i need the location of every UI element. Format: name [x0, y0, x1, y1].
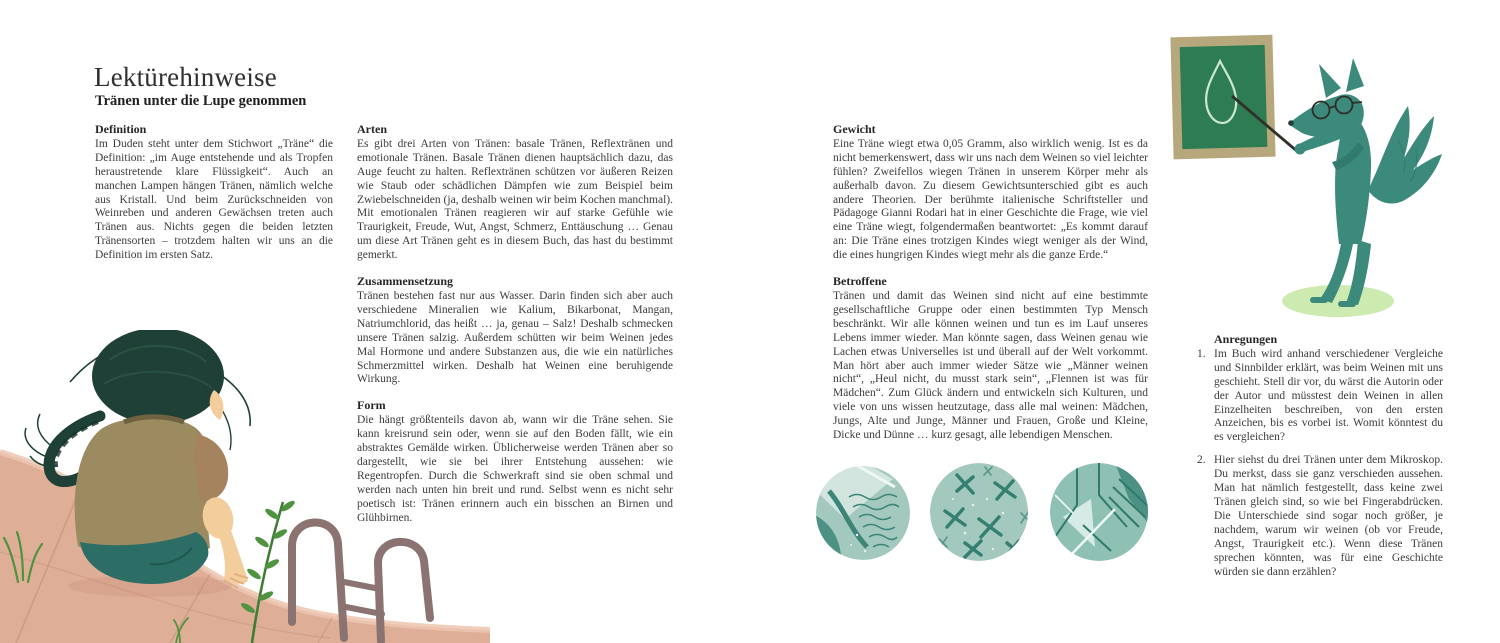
- girl-hair-bun: [92, 330, 224, 424]
- section-gewicht: [833, 123, 1148, 263]
- column-anregungen: [1197, 333, 1443, 591]
- form-heading: Form: [357, 398, 386, 413]
- tear-microscope-wavy: [815, 457, 910, 567]
- form-body: Die hängt größtenteils davon ab, wann wir die Träne sehen. Sie kann kreisrund sein oder, wenn sie auf den Boden fällt, wie ein abstraktes Gemälde wirken. Üblicherweise werden Tränen aber so dargestellt, wie sie bei ihrer Entstehung aussehen: wie Regentropfen. Durch die Schwerkraft sind sie oben schmal und werden nach unten hin breit und rund. Selbst wenn es nicht sehr poetisch ist: Tränen erinnern auch ein bisschen an Birnen und Glühbirnen.: [357, 414, 673, 524]
- item-text: Hier siehst du drei Tränen unter dem Mikroskop. Du merkst, dass sie ganz verschieden aussehen. Man hat nämlich festgestellt, dass keine zwei Tränen gleich sind, so wie bei Fingerabdrücken. Die Unterschiede sind sogar noch größer, je nachdem, warum wir weinen (ob vor Freude, Angst, Traurigkeit etc.). Wenn diese Tränen sprechen könnten, was für eine Geschichte würden sie dann erzählen?: [1214, 454, 1443, 578]
- wolf-tail: [1368, 106, 1442, 204]
- section-anregungen: [1197, 333, 1443, 579]
- girl-sleeve: [194, 434, 228, 502]
- wolf-ear: [1346, 58, 1364, 92]
- column-gewicht-betroffene: [833, 123, 1148, 455]
- gewicht-heading: Gewicht: [833, 122, 876, 136]
- item-number: 1.: [1197, 347, 1206, 360]
- item-text: Im Buch wird anhand verschiedener Vergleiche und Sinnbilder erklärt, was beim Weinen mit uns geschieht. Stell dir vor, du wärst die Autorin oder der Autor und müsstest dein Weinen in allen Einzelheiten beschreiben, von den ersten Anzeichen, bis es vorbei ist. Womit könntest du es vergleichen?: [1214, 347, 1443, 444]
- arten-body: Es gibt drei Arten von Tränen: basale Tränen, Reflextränen und emotionale Tränen. Basale Tränen dienen hauptsächlich dazu, das Auge feucht zu halten. Reflextränen schützen vor äußeren Reizen wie Staub oder schädlichen Dämpfen wie zum Beispiel beim Zwiebelschneiden (ja, deshalb weinen wir beim Kochen manchmal). Mit emotionalen Tränen reagieren wir auf starke Gefühle wie Traurigkeit, Freude, Wut, Angst, Schmerz, Enttäuschung … Genau um diese Art Tränen geht es in diesem Buch, das hast du bestimmt gemerkt.: [357, 137, 673, 262]
- tear-microscope-stars: [930, 463, 1029, 561]
- section-betroffene: [833, 275, 1148, 443]
- zusammensetzung-body: Tränen bestehen fast nur aus Wasser. Darin finden sich aber auch verschiedene Mineralien wie Kalium, Bikarbonat, Mangan, Natriumchlorid, das heißt … ja, genau – Salz! Deshalb schmecken unsere Tränen salzig. Außerdem schütten wir beim Weinen jedes Mal Hormone und andere Substanzen aus, die wie ein natürliches Schmerzmittel wirken. Deshalb hat Weinen eine beruhigende Wirkung.: [357, 289, 673, 386]
- wolf-with-chalkboard-illustration: [1160, 10, 1500, 340]
- betroffene-body: Tränen und damit das Weinen sind nicht auf eine bestimmte gesellschaftliche Gruppe oder einen bestimmten Typ Mensch beschränkt. Wir alle können weinen und tun es im Lauf unseres Lebens immer wieder. Man könnte sagen, dass Weinen genau wie Lachen etwas Universelles ist und überall auf der Welt vorkommt. Man hört aber auch immer wieder Sätze wie „Männer weinen nicht“, „Heul nicht, du musst stark sein“, „Flennen ist was für Mädchen“. Zum Glück ändern und entwickeln sich Kulturen, und viele von uns wissen heutzutage, dass alle mal weinen: Mädchen, Jungs, Alte und Junge, Männer und Frauen, Große und Kleine, Dicke und Dünne … kurz gesagt, alle lebendigen Menschen.: [833, 289, 1148, 442]
- column-definition: [95, 123, 333, 275]
- anregungen-heading: Anregungen: [1214, 332, 1278, 346]
- section-arten: [357, 123, 673, 263]
- page-title: Lektürehinweise: [94, 62, 277, 92]
- chalkboard: [1170, 35, 1275, 160]
- arten-heading: Arten: [357, 122, 387, 136]
- tear-microscope-facets: [1050, 463, 1151, 561]
- definition-body: Im Duden steht unter dem Stichwort „Träne“ die Definition: „im Auge entstehende und als Tropfen heraustretende klare Flüssigkeit“. Auch an manchen Lampen hängen Tränen, nämlich welche aus Kristall. Und beim Zurückschneiden von Weinreben und anderen Gewächsen treten auch Tränen aus. Nichts gegen die beiden letzten Tränensorten – trotzdem halten wir uns an die Definition im ersten Satz.: [95, 137, 333, 262]
- item-number: 2.: [1197, 454, 1206, 467]
- definition-heading: Definition: [95, 122, 147, 136]
- wolf-nose: [1288, 120, 1294, 126]
- anregungen-item-2: [1197, 454, 1443, 579]
- tear-microscope-circles: [815, 455, 1160, 575]
- betroffene-heading: Betroffene: [833, 274, 887, 289]
- gewicht-body: Eine Träne wiegt etwa 0,05 Gramm, also wirklich wenig. Ist es da nicht bemerkenswert, dass wir uns nach dem Weinen so viel leichter fühlen? Zweifellos wiegen Tränen in unserem Körper mehr als außerhalb davon. Zu diesem Gewichtsunterschied gibt es auch andere Theorien. Der berühmte italienische Schriftsteller und Pädagoge Gianni Rodari hat in einer Geschichte die Frage, wie viel eine Träne wiegt, folgendermaßen beantwortet: „Es kommt darauf an: Die Träne eines trotzigen Kindes wiegt weniger als der Wind, die eines hungrigen Kindes wiegt mehr als die ganze Erde.“: [833, 137, 1148, 262]
- anregungen-item-1: [1197, 348, 1443, 445]
- girl-at-pool-edge-illustration: [0, 330, 490, 643]
- page-subtitle: Tränen unter die Lupe genommen: [95, 93, 307, 109]
- section-definition: [95, 123, 333, 263]
- wolf-ear: [1319, 64, 1341, 98]
- wolf-figure: [1288, 58, 1442, 307]
- zusammensetzung-heading: Zusammensetzung: [357, 274, 454, 289]
